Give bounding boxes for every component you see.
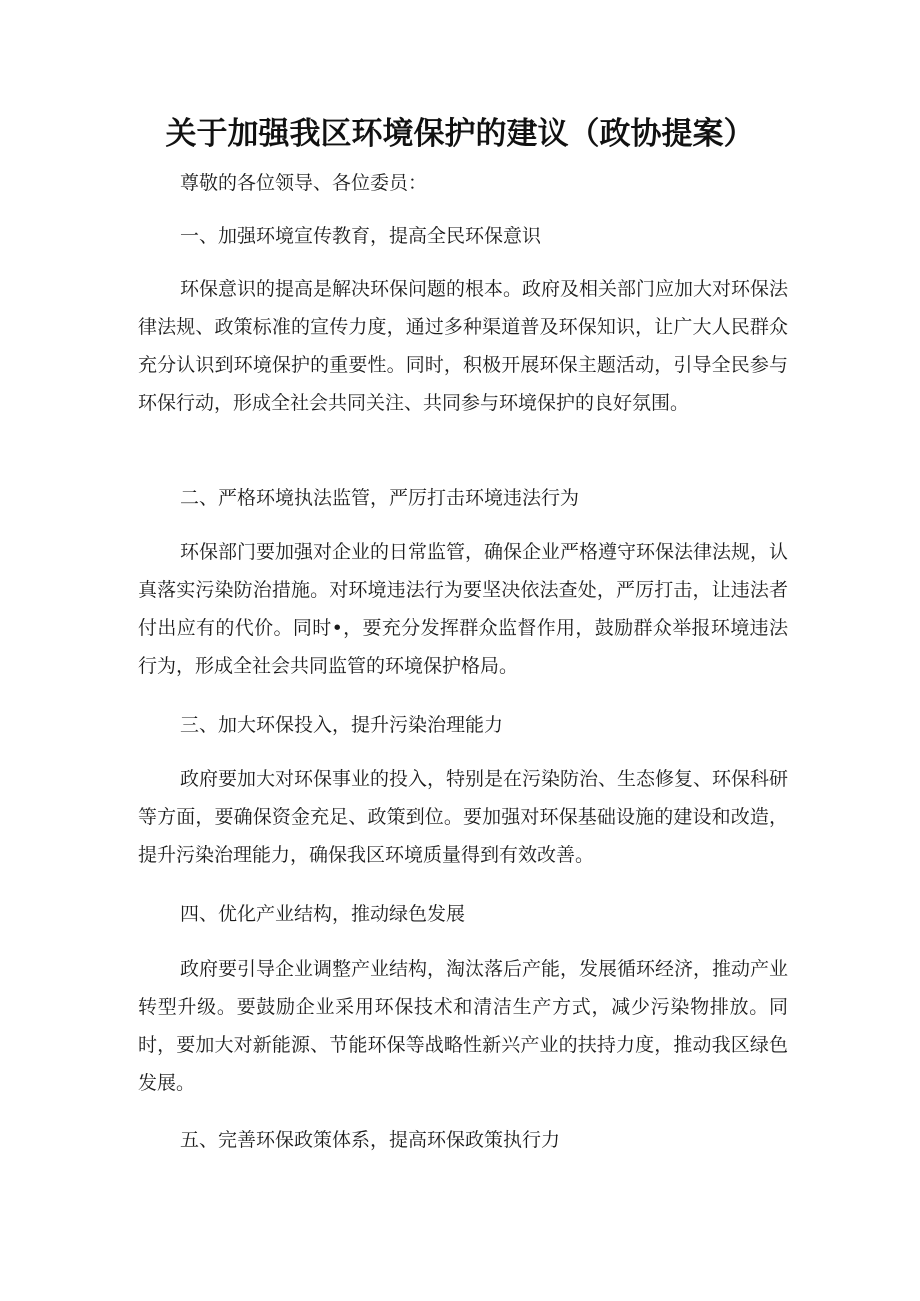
section-heading-3: 三、加大环保投入，提升污染治理能力	[180, 714, 504, 736]
section-body-3: 政府要加大对环保事业的投入，特别是在污染防治、生态修复、环保科研等方面，要确保资金充足、政策到位。要加强对环保基础设施的建设和改造，提升污染治理能力，确保我区环境质量得到有效改善。	[138, 768, 789, 866]
section-heading-2: 二、严格环境执法监管，严厉打击环境违法行为	[180, 487, 580, 509]
section-heading-4: 四、优化产业结构，推动绿色发展	[180, 903, 466, 925]
salutation: 尊敬的各位领导、各位委员：	[180, 172, 428, 194]
section-heading-5: 五、完善环保政策体系，提高环保政策执行力	[180, 1129, 561, 1151]
section-body-2: 环保部门要加强对企业的日常监管，确保企业严格遵守环保法律法规，认真落实污染防治措施。对环境违法行为要坚决依法查处，严厉打击，让违法者付出应有的代价。同时•，要充分发挥群众监督作用，鼓励群众举报环境违法行为，形成全社会共同监管的环境保护格局。	[138, 541, 789, 677]
section-body-4: 政府要引导企业调整产业结构，淘汰落后产能，发展循环经济，推动产业转型升级。要鼓励企业采用环保技术和清洁生产方式，减少污染物排放。同时，要加大对新能源、节能环保等战略性新兴产业的扶持力度，推动我区绿色发展。	[138, 958, 789, 1094]
section-heading-1: 一、加强环境宣传教育，提高全民环保意识	[180, 225, 542, 247]
document-title: 关于加强我区环境保护的建议（政协提案）	[165, 116, 755, 152]
section-body-1: 环保意识的提高是解决环保问题的根本。政府及相关部门应加大对环保法律法规、政策标准的宣传力度，通过多种渠道普及环保知识，让广大人民群众充分认识到环境保护的重要性。同时，积极开展环保主题活动，引导全民参与环保行动，形成全社会共同关注、共同参与环境保护的良好氛围。	[138, 278, 789, 414]
